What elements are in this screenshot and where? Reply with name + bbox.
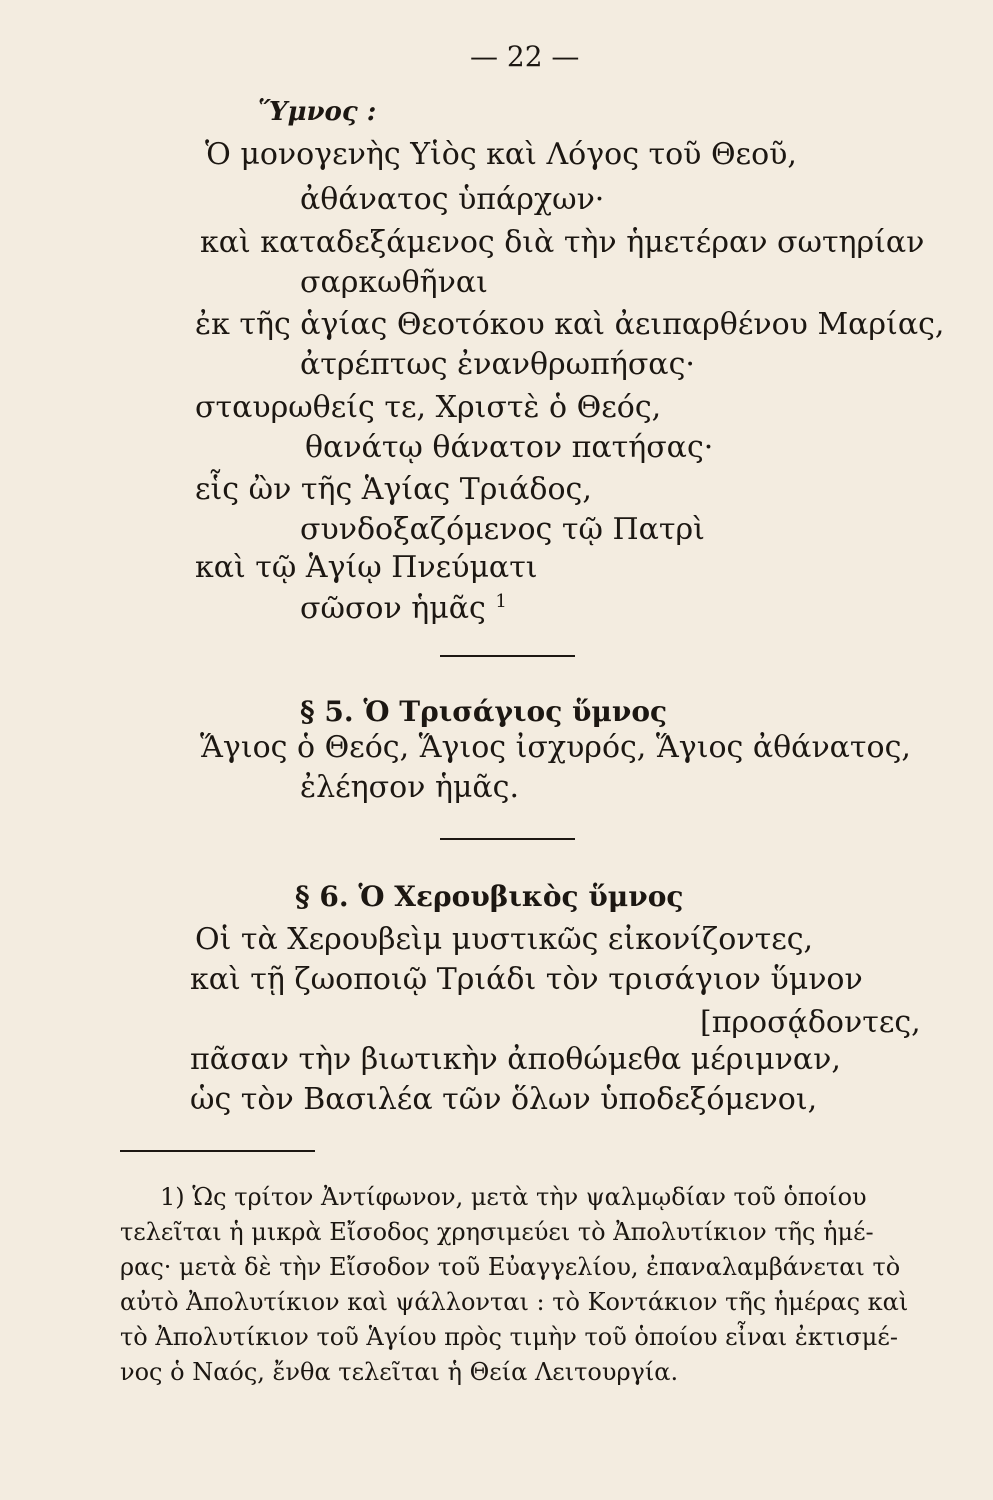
section6-line: πᾶσαν τὴν βιωτικὴν ἀποθώμεθα μέριμναν, <box>190 1042 841 1077</box>
section-divider <box>440 838 575 840</box>
footnote-line: αὐτὸ Ἀπολυτίκιον καὶ ψάλλονται : τὸ Κοντάκιον τῆς ἡμέρας καὶ <box>120 1288 909 1316</box>
hymn-line: ἐκ τῆς ἁγίας Θεοτόκου καὶ ἀειπαρθένου Μαρίας, <box>195 307 945 342</box>
section5-line: ἐλέησον ἡμᾶς. <box>300 770 520 805</box>
footnote-marker: 1 <box>495 591 507 612</box>
hymn-line: εἷς ὢν τῆς Ἁγίας Τριάδος, <box>195 472 592 507</box>
footnote-rule <box>120 1150 315 1152</box>
hymn-label: Ὕμνος : <box>258 97 377 127</box>
hymn-line-last <box>300 593 507 624</box>
page-number: — 22 — <box>470 40 580 73</box>
section6-line: [προσᾴδοντες, <box>700 1005 921 1040</box>
section6-line: ὡς τὸν Βασιλέα τῶν ὅλων ὑποδεξόμενοι, <box>190 1082 818 1117</box>
section6-line: καὶ τῇ ζωοποιῷ Τριάδι τὸν τρισάγιον ὕμνον <box>190 962 863 997</box>
section6-heading: § 6. Ὁ Χερουβικὸς ὕμνος <box>295 880 684 913</box>
footnote-line: τὸ Ἀπολυτίκιον τοῦ Ἁγίου πρὸς τιμὴν τοῦ ὁποίου εἶναι ἐκτισμέ- <box>120 1323 898 1351</box>
hymn-line-text: σῶσον ἡμᾶς <box>300 591 486 626</box>
footnote-line: νος ὁ Ναός, ἔνθα τελεῖται ἡ Θεία Λειτουργία. <box>120 1358 679 1386</box>
footnote-line: 1) Ὡς τρίτον Ἀντίφωνον, μετὰ τὴν ψαλμῳδίαν τοῦ ὁποίου <box>160 1183 867 1211</box>
section6-line: Οἱ τὰ Χερουβεὶμ μυστικῶς εἰκονίζοντες, <box>195 922 814 957</box>
hymn-line: σταυρωθείς τε, Χριστὲ ὁ Θεός, <box>195 390 662 425</box>
section-divider <box>440 655 575 657</box>
hymn-line: καὶ τῷ Ἁγίῳ Πνεύματι <box>195 550 538 585</box>
footnote-line: ρας· μετὰ δὲ τὴν Εἴσοδον τοῦ Εὐαγγελίου, ἐπαναλαμβάνεται τὸ <box>120 1253 901 1281</box>
section5-heading: § 5. Ὁ Τρισάγιος ὕμνος <box>300 695 668 728</box>
hymn-line: συνδοξαζόμενος τῷ Πατρὶ <box>300 512 705 547</box>
hymn-line: σαρκωθῆναι <box>300 265 488 300</box>
hymn-line: Ὁ μονογενὴς Υἱὸς καὶ Λόγος τοῦ Θεοῦ, <box>205 137 797 172</box>
hymn-line: θανάτῳ θάνατον πατήσας· <box>305 430 714 465</box>
hymn-line: ἀτρέπτως ἐνανθρωπήσας· <box>300 347 695 382</box>
hymn-line: καὶ καταδεξάμενος διὰ τὴν ἡμετέραν σωτηρίαν <box>200 225 925 260</box>
footnote-line: τελεῖται ἡ μικρὰ Εἴσοδος χρησιμεύει τὸ Ἀπολυτίκιον τῆς ἡμέ- <box>120 1218 874 1246</box>
hymn-line: ἀθάνατος ὑπάρχων· <box>300 182 605 217</box>
section5-line: Ἅγιος ὁ Θεός, Ἅγιος ἰσχυρός, Ἅγιος ἀθάνατος, <box>200 730 911 765</box>
